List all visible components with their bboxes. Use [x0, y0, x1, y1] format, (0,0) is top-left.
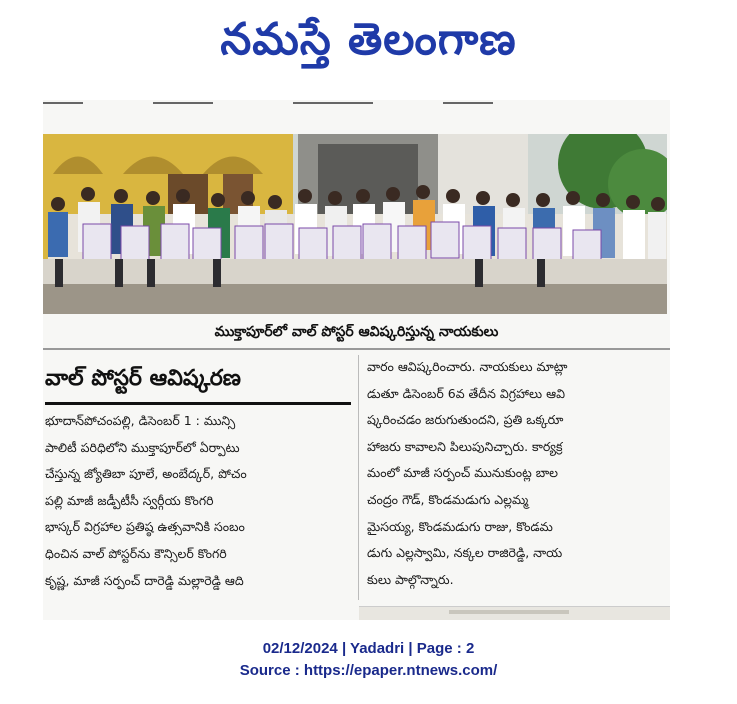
divider — [43, 348, 670, 350]
news-clipping — [43, 100, 670, 620]
body-line: హాజరు కావాలని పిలుపునిచ్చారు. కార్యక్ర — [367, 438, 563, 454]
body-line: వారం ఆవిష్కరించారు. నాయకులు మాట్లా — [367, 359, 568, 374]
body-line: పాలిటీ పరిధిలోని ముక్తాపూర్‌లో ఏర్పాటు — [45, 439, 240, 455]
body-line: ష్కరించడం జరుగుతుందని, ప్రతి ఒక్కరూ — [367, 412, 564, 428]
event-photo — [43, 134, 667, 314]
body-line: డుతూ డిసెంబర్ 6వ తేదీన విగ్రహాలు ఆవి — [367, 385, 565, 401]
body-line: భూదాన్‌పోచంపల్లి, డిసెంబర్ 1 : మున్సి — [45, 413, 236, 428]
article-body-left-column — [45, 408, 353, 608]
previous-article-remnant — [43, 100, 670, 110]
headline-underline — [45, 402, 351, 405]
article-headline: వాల్ పోస్టర్ ఆవిష్కరణ — [45, 366, 241, 391]
article-body-right-column — [367, 354, 667, 604]
body-line: మైసయ్య, కొండమడుగు రాజు, కొండమ — [367, 518, 553, 534]
edition-info: 02/12/2024 | Yadadri | Page : 2 — [262, 640, 475, 657]
body-line: చేస్తున్న జ్యోతిబా పూలే, అంబేద్కర్, పోచం — [45, 466, 247, 482]
body-line: చంద్రం గౌడ్, కొండమడుగు ఎల్లమ్మ — [367, 491, 529, 507]
body-line: కృష్ణ, మాజీ సర్పంచ్ దారెడ్డి మల్లారెడ్డి ఆది — [45, 572, 244, 588]
source-line: Source : https://epaper.ntnews.com/ — [239, 662, 498, 679]
body-line: కులు పాల్గొన్నారు. — [367, 571, 454, 587]
body-line: భాస్కర్ విగ్రహాల ప్రతిష్ఠ ఉత్సవానికి సంబం — [45, 519, 245, 535]
page-footer — [0, 638, 737, 688]
column-divider — [358, 355, 359, 600]
body-line: పల్లి మాజీ జడ్పీటీసీ స్వర్గీయ కొంగరి — [45, 492, 214, 508]
photo-caption: ముక్తాపూర్‌లో వాల్ పోస్టర్ ఆవిష్కరిస్తున్న నాయకులు — [214, 324, 499, 340]
body-line: మంలో మాజీ సర్పంచ్ మునుకుంట్ల బాల — [367, 465, 558, 481]
next-article-remnant — [359, 606, 670, 620]
body-line: డుగు ఎల్లస్వామి, నక్కల రాజిరెడ్డి, నాయ — [367, 545, 563, 561]
body-line: ధించిన వాల్ పోస్టర్‌ను కౌన్సిలర్ కొంగరి — [45, 545, 227, 561]
masthead-title: నమస్తే తెలంగాణ — [220, 14, 517, 65]
